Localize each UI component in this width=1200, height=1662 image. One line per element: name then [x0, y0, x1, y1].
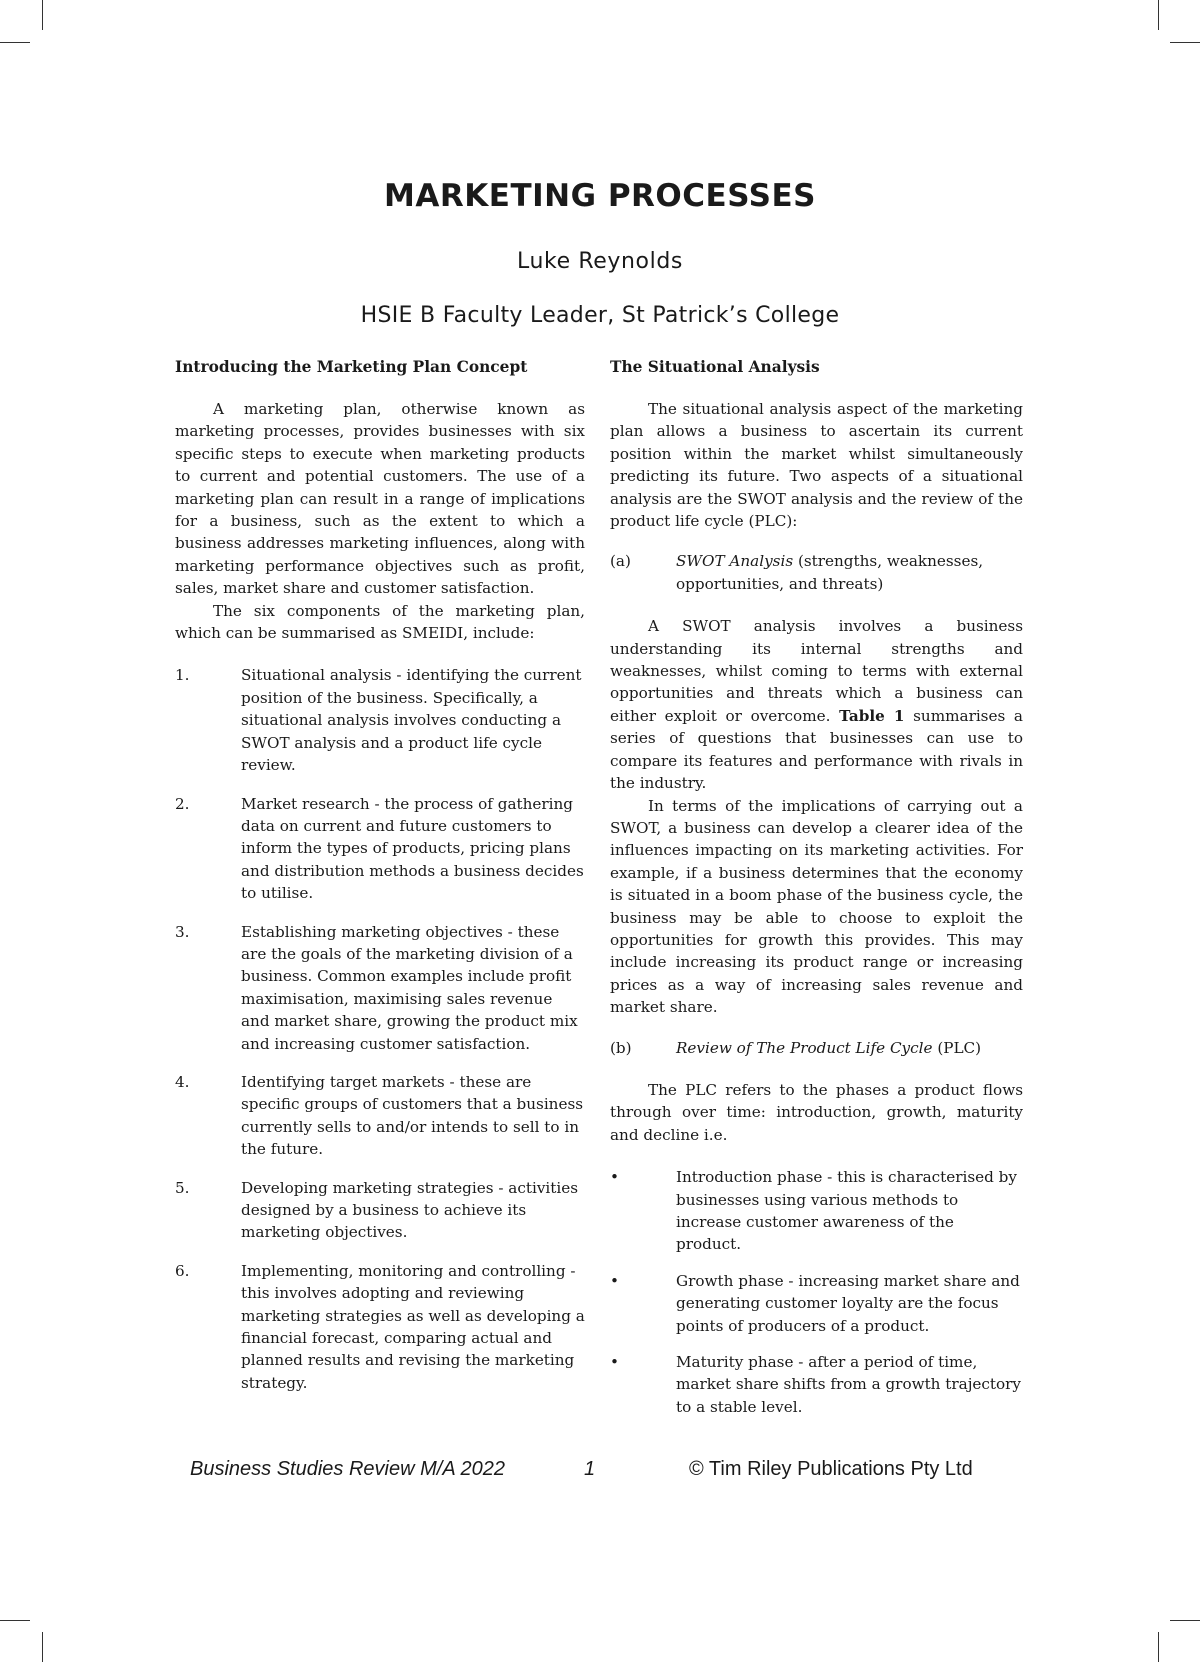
crop-mark [0, 1620, 30, 1621]
intro-paragraph: A marketing plan, otherwise known as marketing processes, provides businesses with six specific steps to execute when marketing products to current and potential customers. The use of a marketing plan can result in a range of implications for a business, such as the extent to which a business addresses marketing influences, along with marketing performance objectives such as profit, sales, market share and customer satisfaction. [175, 400, 585, 598]
swot-paragraph: A SWOT analysis involves a business understanding its internal strengths and weaknesses, whilst coming to terms with external opportunities and threats which a business can either exploit or overcome. Table 1 summarises a series of questions that businesses can use to compare its features and performance with rivals in the industry. [610, 617, 1023, 793]
bullet-icon: • [610, 1353, 619, 1372]
crop-mark [1158, 1632, 1159, 1662]
crop-mark [1170, 42, 1200, 43]
list-item: • Growth phase - increasing market share and generating customer loyalty are the focus points of producers of a product. [610, 1270, 1023, 1337]
bullet-icon: • [610, 1271, 619, 1290]
list-item: 2. Market research - the process of gathering data on current and future customers to inform the types of products, pricing plans and distribution methods a business decides to utilise. [175, 794, 584, 903]
right-column [610, 356, 1023, 1418]
journal-name: Business Studies Review M/A 2022 [190, 1458, 505, 1480]
page-title: MARKETING PROCESSES [384, 178, 816, 214]
list-item: • Introduction phase - this is characterised by businesses using various methods to increase customer awareness of the product. [610, 1166, 1023, 1256]
copyright-notice: © Tim Riley Publications Pty Ltd [689, 1458, 973, 1480]
section-heading-intro: Introducing the Marketing Plan Concept [175, 358, 528, 376]
subsection-label-b: (b) Review of The Product Life Cycle (PLC) [610, 1038, 982, 1057]
author-affiliation: HSIE B Faculty Leader, St Patrick’s College [360, 303, 840, 328]
author-name: Luke Reynolds [517, 249, 683, 274]
list-item: 1. Situational analysis - identifying the current position of the business. Specifically, a situational analysis involves conducting a SWOT analysis and a product life cycle review. [175, 666, 582, 775]
crop-mark [42, 1632, 43, 1662]
list-item: 4. Identifying target markets - these are specific groups of customers that a business currently sells to and/or intends to sell to in the future. [175, 1072, 584, 1159]
situational-paragraph: The situational analysis aspect of the marketing plan allows a business to ascertain its current position within the market whilst simultaneously predicting its future. Two aspects of a situational analysis are the SWOT analysis and the review of the product life cycle (PLC): [610, 400, 1023, 531]
bullet-icon: • [610, 1168, 619, 1187]
left-column [175, 356, 585, 1394]
section-heading-situational: The Situational Analysis [610, 358, 820, 376]
components-paragraph: The six components of the marketing plan, which can be summarised as SMEIDI, include: [175, 601, 585, 643]
crop-mark [1158, 0, 1159, 30]
page-number: 1 [584, 1458, 596, 1480]
swot-implications-paragraph: In terms of the implications of carrying out a SWOT, a business can develop a clearer idea of the influences impacting on its marketing activities. For example, if a business determines that the economy is situated in a boom phase of the business cycle, the business may be able to choose to exploit the opportunities for growth this provides. This may include increasing its product range or increasing prices as a way of increasing sales revenue and market share. [610, 796, 1023, 1017]
subsection-label-a: (a) SWOT Analysis (strengths, weaknesses, opportunities, and threats) [610, 552, 984, 593]
plc-paragraph: The PLC refers to the phases a product flows through over time: introduction, growth, maturity and decline i.e. [610, 1080, 1023, 1144]
crop-mark [0, 42, 30, 43]
list-item: 6. Implementing, monitoring and controlling - this involves adopting and reviewing marketing strategies as well as developing a financial forecast, comparing actual and planned results and revising the marketing strategy. [175, 1261, 585, 1392]
list-item: • Maturity phase - after a period of time, market share shifts from a growth trajectory to a stable level. [610, 1351, 1023, 1418]
crop-mark [42, 0, 43, 30]
list-item: 5. Developing marketing strategies - activities designed by a business to achieve its marketing objectives. [175, 1178, 578, 1242]
crop-mark [1170, 1620, 1200, 1621]
list-item: 3. Establishing marketing objectives - these are the goals of the marketing division of a business. Common examples include profit maximisation, maximising sales revenue and market share, growing the product mix and increasing customer satisfaction. [175, 922, 578, 1053]
